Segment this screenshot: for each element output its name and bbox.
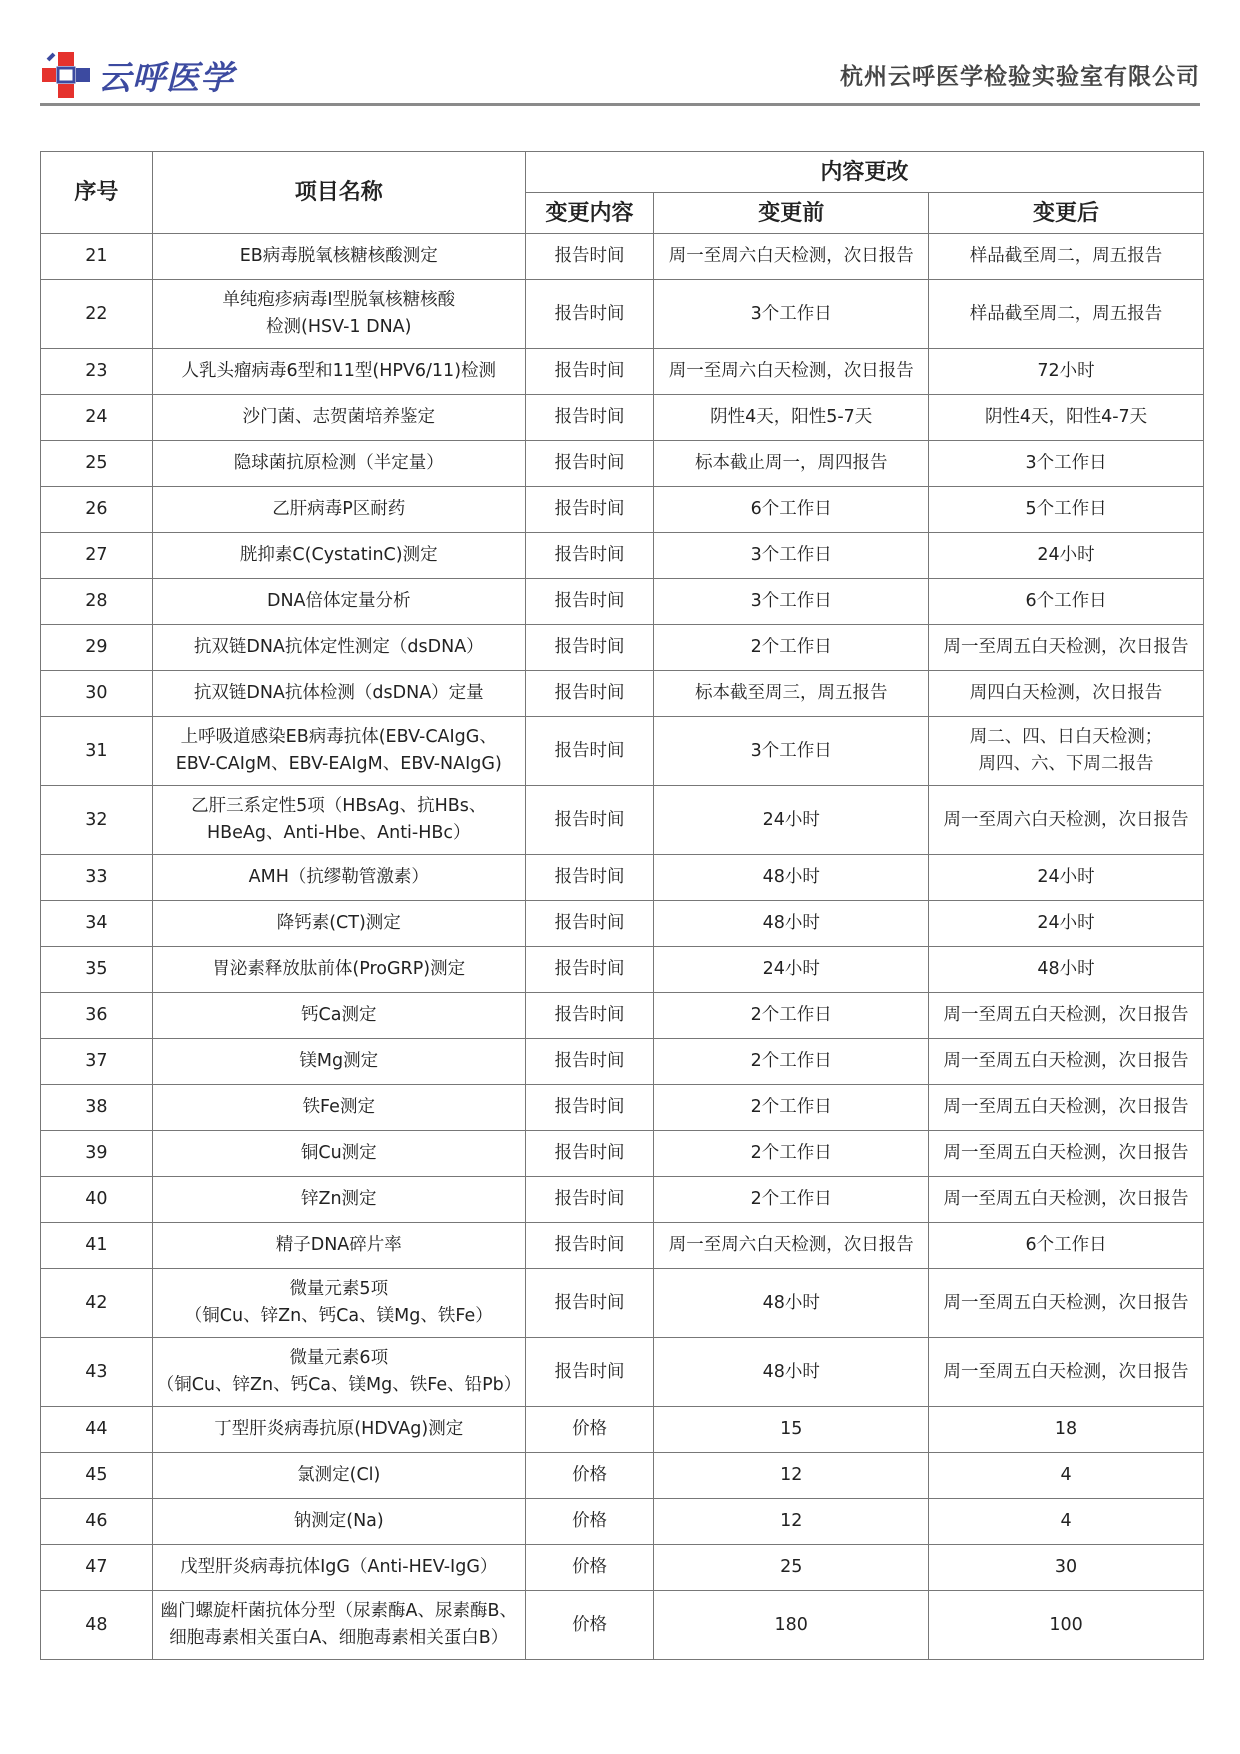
cell-no: 40 — [41, 1177, 153, 1223]
table-row — [41, 993, 1204, 1039]
cell-after — [929, 579, 1204, 625]
cell-field: 报告时间 — [525, 349, 653, 395]
cell-no: 36 — [41, 993, 153, 1039]
cell-no: 46 — [41, 1499, 153, 1545]
cell-name — [152, 1453, 525, 1499]
cell-field: 报告时间 — [525, 1039, 653, 1085]
cell-before-line: 3个工作日 — [750, 591, 832, 611]
table-row — [41, 901, 1204, 947]
cell-after — [929, 901, 1204, 947]
cell-after — [929, 671, 1204, 717]
cell-before-line: 2个工作日 — [750, 1097, 832, 1117]
cell-before-line: 48小时 — [762, 913, 820, 933]
cell-before — [654, 579, 929, 625]
table-row — [41, 395, 1204, 441]
cell-name — [152, 947, 525, 993]
table-row — [41, 441, 1204, 487]
cell-field: 报告时间 — [525, 786, 653, 855]
cell-before — [654, 717, 929, 786]
cell-before-line: 2个工作日 — [750, 637, 832, 657]
cell-field: 报告时间 — [525, 441, 653, 487]
cell-no: 34 — [41, 901, 153, 947]
cell-before-line: 48小时 — [762, 1292, 820, 1313]
cell-after-line: 6个工作日 — [1025, 1235, 1107, 1255]
table-row — [41, 671, 1204, 717]
cell-after — [929, 1177, 1204, 1223]
cell-after — [929, 947, 1204, 993]
cell-before — [654, 441, 929, 487]
cell-before — [654, 234, 929, 280]
cell-no: 22 — [41, 280, 153, 349]
cell-name-line: （铜Cu、锌Zn、钙Ca、镁Mg、铁Fe、铅Pb） — [156, 1375, 522, 1395]
cell-name-line: 细胞毒素相关蛋白A、细胞毒素相关蛋白B） — [169, 1628, 509, 1648]
cell-before — [654, 993, 929, 1039]
table-row — [41, 1545, 1204, 1591]
cell-before — [654, 1131, 929, 1177]
cell-before — [654, 533, 929, 579]
cell-name-line: 丁型肝炎病毒抗原(HDVAg)测定 — [214, 1419, 464, 1439]
logo-text: 云呼医学 — [98, 57, 234, 97]
cell-before — [654, 1545, 929, 1591]
cell-before — [654, 1177, 929, 1223]
cell-after — [929, 786, 1204, 855]
cell-name — [152, 786, 525, 855]
cell-no: 37 — [41, 1039, 153, 1085]
cell-before-line: 2个工作日 — [750, 1005, 832, 1025]
cell-after — [929, 1591, 1204, 1660]
cell-no: 39 — [41, 1131, 153, 1177]
cell-before — [654, 1085, 929, 1131]
cell-name-line: 铜Cu测定 — [300, 1143, 377, 1163]
cell-no: 47 — [41, 1545, 153, 1591]
table-row — [41, 855, 1204, 901]
cell-after — [929, 1453, 1204, 1499]
cell-after-line: 24小时 — [1037, 545, 1095, 565]
cell-name-line: 单纯疱疹病毒Ⅰ型脱氧核糖核酸 — [222, 290, 456, 310]
cell-after-line: 24小时 — [1037, 867, 1095, 887]
cell-name — [152, 1039, 525, 1085]
cell-before — [654, 1407, 929, 1453]
cell-after-line: 24小时 — [1037, 913, 1095, 933]
cell-name-line: 戊型肝炎病毒抗体IgG（Anti-HEV-IgG） — [180, 1557, 498, 1577]
cell-no: 26 — [41, 487, 153, 533]
table-row — [41, 533, 1204, 579]
cell-name — [152, 1407, 525, 1453]
logo-cross-icon — [40, 50, 92, 100]
cell-before-line: 标本截至周三，周五报告 — [694, 683, 888, 703]
cell-after-line: 周四、六、下周二报告 — [978, 754, 1154, 774]
cell-name-line: 隐球菌抗原检测（半定量） — [233, 453, 444, 473]
cell-no: 43 — [41, 1338, 153, 1407]
cell-after — [929, 1039, 1204, 1085]
cell-name — [152, 533, 525, 579]
cell-after-line: 周一至周五白天检测，次日报告 — [943, 1005, 1189, 1025]
table-row — [41, 1591, 1204, 1660]
cell-after-line: 100 — [1049, 1614, 1083, 1635]
cell-name — [152, 1269, 525, 1338]
cell-name-line: 乙肝三系定性5项（HBsAg、抗HBs、 — [191, 796, 487, 816]
table-row — [41, 1223, 1204, 1269]
cell-before-line: 周一至周六白天检测，次日报告 — [668, 246, 914, 266]
table-row — [41, 1269, 1204, 1338]
cell-name — [152, 1131, 525, 1177]
cell-field: 报告时间 — [525, 280, 653, 349]
cell-after — [929, 1131, 1204, 1177]
cell-after-line: 周四白天检测，次日报告 — [969, 683, 1163, 703]
cell-name — [152, 1338, 525, 1407]
table-row — [41, 1453, 1204, 1499]
cell-after — [929, 349, 1204, 395]
cell-before-line: 24小时 — [762, 809, 820, 830]
header-no: 序号 — [41, 152, 153, 234]
cell-field: 报告时间 — [525, 1177, 653, 1223]
cell-name-line: 检测(HSV-1 DNA) — [266, 317, 412, 337]
cell-after-line: 5个工作日 — [1025, 499, 1107, 519]
cell-no: 27 — [41, 533, 153, 579]
table-row — [41, 1177, 1204, 1223]
cell-field: 报告时间 — [525, 717, 653, 786]
cell-field: 报告时间 — [525, 1338, 653, 1407]
cell-name-line: 钠测定(Na) — [293, 1511, 384, 1531]
cell-field: 报告时间 — [525, 1131, 653, 1177]
cell-field: 报告时间 — [525, 855, 653, 901]
cell-before — [654, 1039, 929, 1085]
header-before: 变更前 — [654, 193, 929, 234]
cell-after-line: 周一至周五白天检测，次日报告 — [943, 1292, 1189, 1313]
cell-field: 报告时间 — [525, 579, 653, 625]
cell-name — [152, 441, 525, 487]
table-row — [41, 1039, 1204, 1085]
cell-name-line: AMH（抗缪勒管激素） — [248, 867, 429, 887]
cell-after — [929, 441, 1204, 487]
cell-before-line: 2个工作日 — [750, 1143, 832, 1163]
cell-name-line: 镁Mg测定 — [299, 1051, 379, 1071]
cell-no: 31 — [41, 717, 153, 786]
cell-before — [654, 786, 929, 855]
cell-before — [654, 1591, 929, 1660]
cell-no: 38 — [41, 1085, 153, 1131]
cell-field: 报告时间 — [525, 533, 653, 579]
cell-before-line: 周一至周六白天检测，次日报告 — [668, 1235, 914, 1255]
cell-name — [152, 671, 525, 717]
cell-after-line: 48小时 — [1037, 959, 1095, 979]
cell-name-line: 乙肝病毒P区耐药 — [272, 499, 406, 519]
cell-before — [654, 1338, 929, 1407]
cell-name-line: 微量元素6项 — [289, 1348, 389, 1368]
cell-name-line: （铜Cu、锌Zn、钙Ca、镁Mg、铁Fe） — [184, 1306, 493, 1326]
cell-field: 报告时间 — [525, 993, 653, 1039]
cell-before-line: 周一至周六白天检测，次日报告 — [668, 361, 914, 381]
cell-name — [152, 280, 525, 349]
cell-field: 报告时间 — [525, 487, 653, 533]
cell-after-line: 样品截至周二，周五报告 — [969, 246, 1163, 266]
header-field: 变更内容 — [525, 193, 653, 234]
cell-name-line: HBeAg、Anti-Hbe、Anti-HBc） — [206, 823, 471, 843]
cell-name — [152, 993, 525, 1039]
cell-no: 24 — [41, 395, 153, 441]
cell-name — [152, 855, 525, 901]
cell-after — [929, 1545, 1204, 1591]
cell-after-line: 周一至周五白天检测，次日报告 — [943, 1143, 1189, 1163]
cell-name — [152, 579, 525, 625]
cell-name-line: 人乳头瘤病毒6型和11型(HPV6/11)检测 — [181, 361, 497, 381]
header-divider — [40, 103, 1200, 106]
table-row — [41, 1338, 1204, 1407]
cell-before-line: 24小时 — [762, 959, 820, 979]
table-row — [41, 786, 1204, 855]
cell-before-line: 3个工作日 — [750, 303, 832, 324]
cell-name-line: 精子DNA碎片率 — [275, 1235, 402, 1255]
cell-before-line: 2个工作日 — [750, 1189, 832, 1209]
logo — [40, 50, 234, 100]
cell-before — [654, 1223, 929, 1269]
cell-no: 33 — [41, 855, 153, 901]
cell-after — [929, 717, 1204, 786]
cell-name-line: 胃泌素释放肽前体(ProGRP)测定 — [212, 959, 466, 979]
cell-no: 35 — [41, 947, 153, 993]
cell-after — [929, 280, 1204, 349]
cell-name-line: 铁Fe测定 — [302, 1097, 375, 1117]
cell-before — [654, 1453, 929, 1499]
cell-after — [929, 1338, 1204, 1407]
cell-before — [654, 349, 929, 395]
cell-name-line: 氯测定(Cl) — [297, 1465, 381, 1485]
cell-name-line: 降钙素(CT)测定 — [276, 913, 401, 933]
cell-field: 价格 — [525, 1545, 653, 1591]
cell-name — [152, 1223, 525, 1269]
cell-before — [654, 1499, 929, 1545]
table-row — [41, 1131, 1204, 1177]
cell-after-line: 4 — [1060, 1511, 1072, 1531]
cell-after-line: 30 — [1054, 1557, 1078, 1577]
cell-after — [929, 993, 1204, 1039]
cell-after — [929, 1407, 1204, 1453]
cell-before-line: 3个工作日 — [750, 545, 832, 565]
cell-after-line: 周一至周五白天检测，次日报告 — [943, 1097, 1189, 1117]
table-row — [41, 625, 1204, 671]
cell-no: 23 — [41, 349, 153, 395]
cell-field: 报告时间 — [525, 1223, 653, 1269]
cell-after-line: 6个工作日 — [1025, 591, 1107, 611]
cell-before — [654, 855, 929, 901]
cell-name-line: 胱抑素C(CystatinC)测定 — [239, 545, 438, 565]
cell-no: 28 — [41, 579, 153, 625]
cell-after-line: 72小时 — [1037, 361, 1095, 381]
header-after: 变更后 — [929, 193, 1204, 234]
cell-before — [654, 487, 929, 533]
page-header — [40, 44, 1200, 104]
cell-field: 价格 — [525, 1453, 653, 1499]
cell-name-line: 上呼吸道感染EB病毒抗体(EBV-CAIgG、 — [180, 727, 497, 747]
cell-no: 30 — [41, 671, 153, 717]
cell-after-line: 周二、四、日白天检测； — [969, 727, 1163, 747]
cell-name-line: EB病毒脱氧核糖核酸测定 — [239, 246, 438, 266]
cell-name — [152, 625, 525, 671]
table-row — [41, 717, 1204, 786]
table-row — [41, 349, 1204, 395]
cell-name-line: 抗双链DNA抗体定性测定（dsDNA） — [193, 637, 484, 657]
cell-name-line: 抗双链DNA抗体检测（dsDNA）定量 — [193, 683, 484, 703]
table-row — [41, 487, 1204, 533]
cell-name-line: 幽门螺旋杆菌抗体分型（尿素酶A、尿素酶B、 — [160, 1601, 517, 1621]
cell-name-line: 锌Zn测定 — [300, 1189, 377, 1209]
cell-no: 32 — [41, 786, 153, 855]
table-body — [41, 234, 1204, 1660]
cell-name — [152, 1591, 525, 1660]
cell-field: 报告时间 — [525, 901, 653, 947]
cell-before — [654, 901, 929, 947]
cell-before — [654, 625, 929, 671]
cell-before-line: 12 — [780, 1511, 803, 1531]
cell-name-line: 微量元素5项 — [289, 1279, 389, 1299]
table-row — [41, 579, 1204, 625]
cell-name — [152, 234, 525, 280]
cell-name — [152, 1177, 525, 1223]
cell-after — [929, 855, 1204, 901]
cell-field: 报告时间 — [525, 395, 653, 441]
cell-field: 报告时间 — [525, 671, 653, 717]
cell-after-line: 周一至周五白天检测，次日报告 — [943, 637, 1189, 657]
cell-after-line: 周一至周五白天检测，次日报告 — [943, 1189, 1189, 1209]
change-table — [40, 151, 1204, 1660]
cell-before-line: 6个工作日 — [750, 499, 832, 519]
cell-before-line: 12 — [780, 1465, 803, 1485]
cell-field: 价格 — [525, 1499, 653, 1545]
cell-field: 报告时间 — [525, 1269, 653, 1338]
cell-no: 29 — [41, 625, 153, 671]
cell-after — [929, 234, 1204, 280]
cell-after-line: 样品截至周二，周五报告 — [969, 303, 1163, 324]
table-row — [41, 1407, 1204, 1453]
table-row — [41, 280, 1204, 349]
cell-before-line: 标本截止周一，周四报告 — [694, 453, 888, 473]
cell-name-line: 沙门菌、志贺菌培养鉴定 — [242, 407, 436, 427]
cell-after-line: 周一至周五白天检测，次日报告 — [943, 1361, 1189, 1382]
table-row — [41, 1499, 1204, 1545]
cell-before — [654, 1269, 929, 1338]
cell-field: 报告时间 — [525, 234, 653, 280]
table-row — [41, 1085, 1204, 1131]
cell-before-line: 48小时 — [762, 1361, 820, 1382]
cell-name — [152, 1499, 525, 1545]
cell-field: 报告时间 — [525, 625, 653, 671]
cell-name — [152, 1085, 525, 1131]
cell-after-line: 3个工作日 — [1025, 453, 1107, 473]
cell-name-line: EBV-CAIgM、EBV-EAIgM、EBV-NAIgG) — [175, 754, 502, 774]
cell-name — [152, 395, 525, 441]
cell-after-line: 阴性4天，阳性4-7天 — [984, 407, 1148, 427]
header-group: 内容更改 — [525, 152, 1203, 193]
cell-after — [929, 533, 1204, 579]
cell-before — [654, 947, 929, 993]
cell-field: 价格 — [525, 1407, 653, 1453]
cell-before — [654, 671, 929, 717]
cell-name — [152, 901, 525, 947]
cell-after — [929, 1085, 1204, 1131]
cell-no: 42 — [41, 1269, 153, 1338]
cell-before-line: 3个工作日 — [750, 740, 832, 761]
cell-after — [929, 625, 1204, 671]
cell-before-line: 180 — [774, 1614, 808, 1635]
company-name: 杭州云呼医学检验实验室有限公司 — [840, 64, 1200, 90]
cell-name-line: DNA倍体定量分析 — [266, 591, 411, 611]
cell-after-line: 周一至周五白天检测，次日报告 — [943, 1051, 1189, 1071]
cell-name — [152, 717, 525, 786]
cell-no: 41 — [41, 1223, 153, 1269]
cell-after-line: 18 — [1054, 1419, 1078, 1439]
cell-after — [929, 1223, 1204, 1269]
cell-name — [152, 487, 525, 533]
cell-after-line: 周一至周六白天检测，次日报告 — [943, 809, 1189, 830]
cell-field: 报告时间 — [525, 1085, 653, 1131]
cell-no: 44 — [41, 1407, 153, 1453]
cell-no: 48 — [41, 1591, 153, 1660]
cell-after-line: 4 — [1060, 1465, 1072, 1485]
cell-before-line: 15 — [780, 1419, 803, 1439]
cell-name — [152, 349, 525, 395]
cell-after — [929, 487, 1204, 533]
cell-after — [929, 1499, 1204, 1545]
cell-before-line: 2个工作日 — [750, 1051, 832, 1071]
cell-field: 价格 — [525, 1591, 653, 1660]
cell-before-line: 48小时 — [762, 867, 820, 887]
cell-after — [929, 1269, 1204, 1338]
table-row — [41, 234, 1204, 280]
cell-before-line: 阴性4天，阳性5-7天 — [710, 407, 873, 427]
cell-field: 报告时间 — [525, 947, 653, 993]
cell-after — [929, 395, 1204, 441]
cell-name — [152, 1545, 525, 1591]
table-row — [41, 947, 1204, 993]
cell-name-line: 钙Ca测定 — [301, 1005, 377, 1025]
header-name: 项目名称 — [152, 152, 525, 234]
cell-no: 45 — [41, 1453, 153, 1499]
cell-before-line: 25 — [780, 1557, 803, 1577]
cell-no: 21 — [41, 234, 153, 280]
cell-no: 25 — [41, 441, 153, 487]
cell-before — [654, 280, 929, 349]
cell-before — [654, 395, 929, 441]
